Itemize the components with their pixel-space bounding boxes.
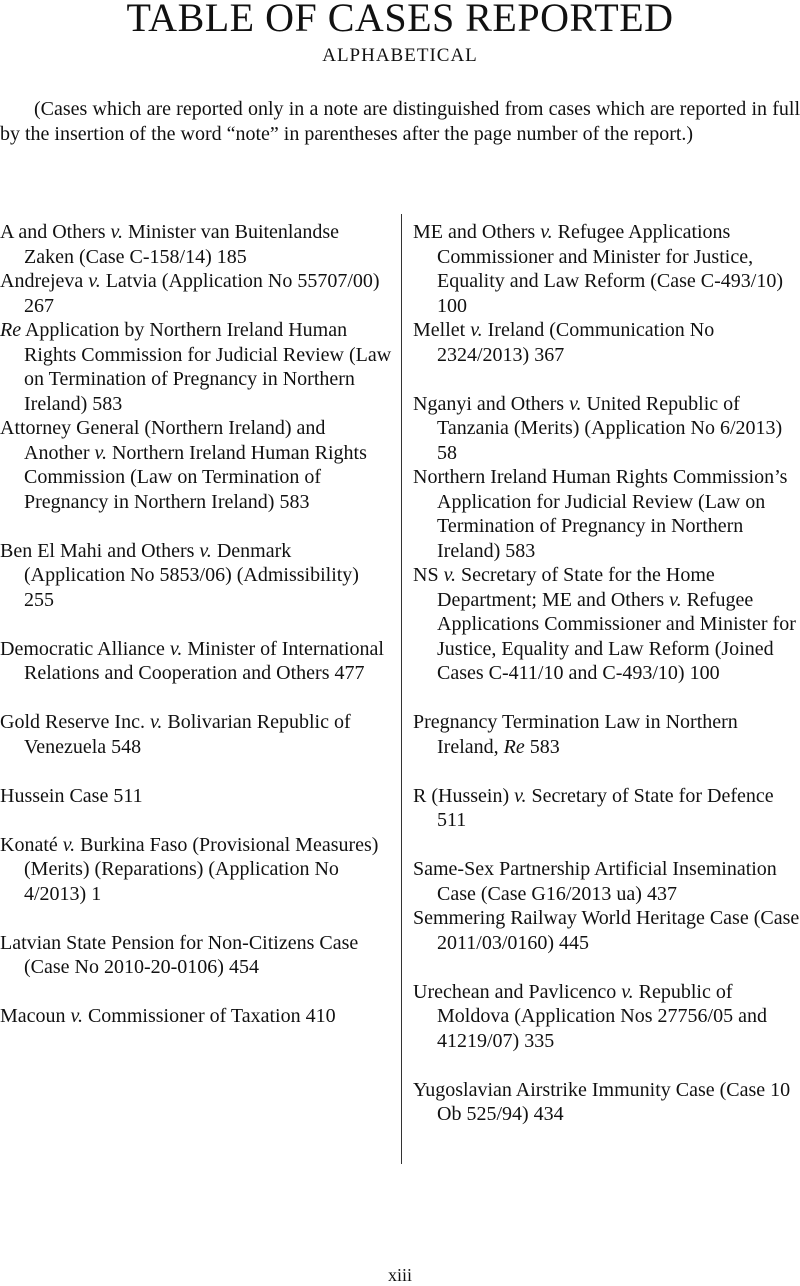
left-column <box>0 220 392 1029</box>
case-entry: Democratic Alliance v. Minister of International Relations and Cooperation and Others 477 <box>0 637 384 684</box>
page-title: TABLE OF CASES REPORTED <box>126 0 674 40</box>
case-entry: Attorney General (Northern Ireland) and Another v. Northern Ireland Human Rights Commission (Law on Termination of Pregnancy in Northern Ireland) 583 <box>0 417 367 513</box>
case-entry: Semmering Railway World Heritage Case (Case 2011/03/0160) 445 <box>413 907 800 954</box>
case-entry: NS v. Secretary of State for the Home Department; ME and Others v. Refugee Applications Commissioner and Minister for Justice, Equality and Law Reform (Joined Cases C-411/10 and C-493/10) 100 <box>413 564 796 684</box>
case-entry: Northern Ireland Human Rights Commission’s Application for Judicial Review (Law on Termination of Pregnancy in Northern Ireland) 583 <box>413 466 788 562</box>
case-entry: Hussein Case 511 <box>0 784 143 807</box>
case-entry: Urechean and Pavlicenco v. Republic of Moldova (Application Nos 27756/05 and 41219/07) 335 <box>413 980 767 1052</box>
page-subtitle: ALPHABETICAL <box>322 45 478 66</box>
case-entry: Konaté v. Burkina Faso (Provisional Measures) (Merits) (Reparations) (Application No 4/2013) 1 <box>0 833 379 905</box>
page-number: xiii <box>387 1265 412 1285</box>
case-entry: Andrejeva v. Latvia (Application No 55707/00) 267 <box>0 270 380 317</box>
case-entry: Latvian State Pension for Non-Citizens Case (Case No 2010-20-0106) 454 <box>0 931 359 978</box>
intro-note: (Cases which are reported only in a note are distinguished from cases which are reported in full by the insertion of the word “note” in parentheses after the page number of the report.) <box>0 98 800 145</box>
case-entry: Macoun v. Commissioner of Taxation 410 <box>0 1005 336 1027</box>
case-entry: Same-Sex Partnership Artificial Insemination Case (Case G16/2013 ua) 437 <box>413 858 777 905</box>
case-entry: Mellet v. Ireland (Communication No 2324/2013) 367 <box>413 319 715 366</box>
case-entry: A and Others v. Minister van Buitenlandse Zaken (Case C-158/14) 185 <box>0 221 340 268</box>
case-entry: Ben El Mahi and Others v. Denmark (Application No 5853/06) (Admissibility) 255 <box>0 539 359 611</box>
case-entry: Nganyi and Others v. United Republic of Tanzania (Merits) (Application No 6/2013) 58 <box>413 392 783 464</box>
case-entry: R (Hussein) v. Secretary of State for Defence 511 <box>413 784 774 831</box>
right-column <box>413 220 800 1127</box>
case-entry: Yugoslavian Airstrike Immunity Case (Case 10 Ob 525/94) 434 <box>413 1078 791 1125</box>
column-divider <box>401 214 402 1164</box>
case-entry: Gold Reserve Inc. v. Bolivarian Republic of Venezuela 548 <box>0 711 351 758</box>
case-entry: Re Application by Northern Ireland Human Rights Commission for Judicial Review (Law on Termination of Pregnancy in Northern Ireland) 583 <box>0 319 392 415</box>
case-entry: ME and Others v. Refugee Applications Commissioner and Minister for Justice, Equality and Law Reform (Case C-493/10) 100 <box>413 221 784 317</box>
case-entry: Pregnancy Termination Law in Northern Ireland, Re 583 <box>413 711 738 758</box>
